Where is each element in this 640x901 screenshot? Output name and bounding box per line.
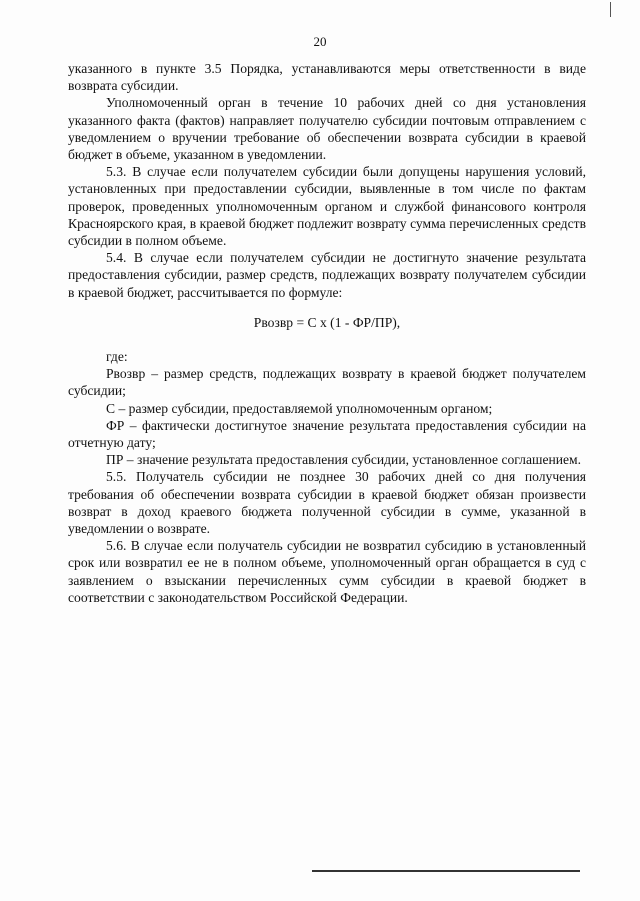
page-number: 20 bbox=[313, 34, 327, 49]
definition-rvozvr: Рвозвр – размер средств, подлежащих возврату в краевой бюджет получателем субсидии; bbox=[68, 366, 586, 399]
paragraph-5-3: 5.3. В случае если получателем субсидии были допущены нарушения условий, установленных при предоставлении субсидии, выявленные в том числе по фактам проверок, проведенных уполномоченным органом и службой финансового контроля Красноярского края, в краевой бюджет подлежит возврату сумма перечисленных средств субсидии в полном объеме. bbox=[68, 164, 586, 249]
paragraph-5-6: 5.6. В случае если получатель субсидии не возвратил субсидию в установленный срок или возвратил ее не в полном объеме, уполномоченный орган обращается в суд с заявлением о взыскании перечисленных сумм субсидии в краевой бюджет в соответствии с законодательством Российской Федерации. bbox=[68, 538, 586, 605]
formula: Рвозвр = С х (1 - ФР/ПР), bbox=[253, 314, 401, 330]
definition-c: С – размер субсидии, предоставляемой уполномоченным органом; bbox=[106, 400, 493, 416]
paragraph-continuation: указанного в пункте 3.5 Порядка, устанавливаются меры ответственности в виде возврата субсидии. bbox=[68, 61, 586, 94]
paragraph-5-5: 5.5. Получатель субсидии не позднее 30 рабочих дней со дня получения требования об обеспечении возврата субсидии в краевой бюджет обязан произвести возврат в доход краевого бюджета полученной субсидии в сумме, указанной в уведомлении о возврате. bbox=[68, 469, 586, 537]
document-body bbox=[68, 60, 586, 606]
definition-fr: ФР – фактически достигнутое значение результата предоставления субсидии на отчетную дату; bbox=[68, 417, 586, 451]
definition-pr: ПР – значение результата предоставления субсидии, установленное соглашением. bbox=[106, 452, 582, 468]
footer-rule bbox=[312, 870, 580, 872]
scan-mark bbox=[610, 2, 611, 17]
paragraph-5-4: 5.4. В случае если получателем субсидии не достигнуто значение результата предоставления субсидии, размер средств, подлежащих возврату получателем субсидии в краевой бюджет, рассчитывается по формуле: bbox=[68, 250, 586, 300]
paragraph-notification: Уполномоченный орган в течение 10 рабочих дней со дня установления указанного факта (фактов) направляет получателю субсидии почтовым отправлением с уведомлением о вручении требование об обеспечении возврата субсидии в краевой бюджет в объеме, указанном в уведомлении. bbox=[68, 95, 586, 163]
where-label: где: bbox=[106, 349, 128, 365]
